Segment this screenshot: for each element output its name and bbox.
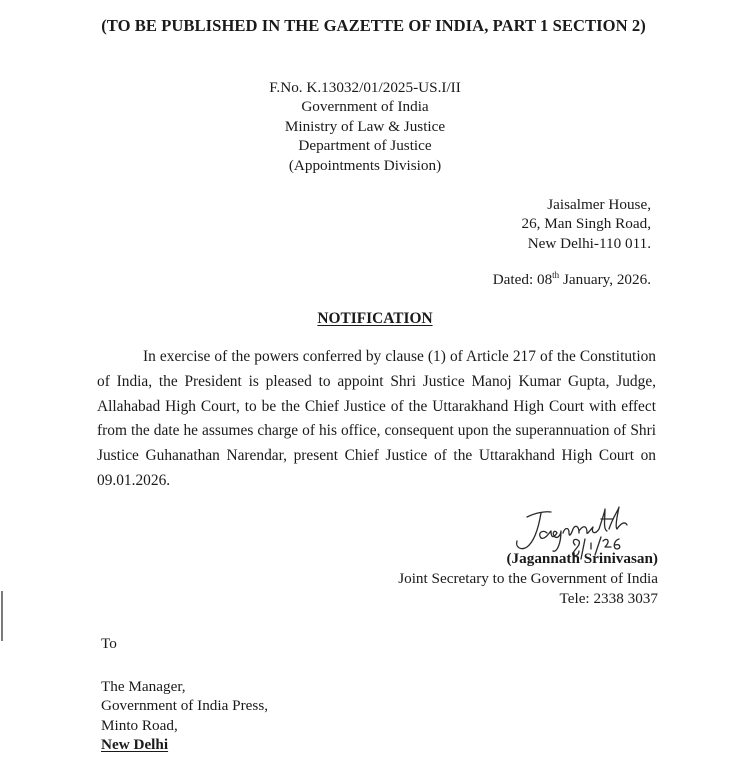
signatory-designation: Joint Secretary to the Government of India <box>398 570 658 587</box>
address-line: 26, Man Singh Road, <box>521 215 651 233</box>
notification-body: In exercise of the powers conferred by clause (1) of Article 217 of the Constitution of India, the President is pleased to appoint Shri Justice Manoj Kumar Gupta, Judge, Allahabad High Court, to be the Chief Justice of the Uttarakhand High Court with effect from the date he assumes charge of his office, consequent upon the superannuation of Shri Justice Guhanathan Narendar, present Chief Justice of the Uttarakhand High Court on 09.01.2026. <box>97 348 656 489</box>
division-name: (Appointments Division) <box>288 156 442 174</box>
office-address <box>521 195 651 253</box>
signatory-block <box>398 549 658 609</box>
scan-edge-line <box>1 591 3 641</box>
date-rest: January, 2026. <box>559 271 651 288</box>
reference-block <box>215 78 515 175</box>
date-prefix: Dated: 08 <box>492 271 553 288</box>
signatory-telephone: Tele: 2338 3037 <box>559 590 658 607</box>
address-line: Jaisalmer House, <box>547 196 651 213</box>
department-name: Department of Justice <box>298 137 432 155</box>
file-number: F.No. K.13032/01/2025-US.I/II <box>269 79 461 96</box>
recipient-address <box>101 677 268 755</box>
notification-title: NOTIFICATION <box>317 310 433 327</box>
address-line: New Delhi-110 011. <box>527 234 651 252</box>
recipient-line: The Manager, <box>101 678 186 695</box>
to-label: To <box>101 635 117 652</box>
gazette-header: (TO BE PUBLISHED IN THE GAZETTE OF INDIA, PART 1 SECTION 2) <box>101 16 646 35</box>
date-line <box>493 271 651 289</box>
recipient-line: Minto Road, <box>101 716 178 734</box>
ministry-name: Ministry of Law & Justice <box>284 117 446 135</box>
date-ordinal-suffix: th <box>552 270 560 280</box>
signatory-name: (Jagannath Srinivasan) <box>506 550 658 567</box>
recipient-city: New Delhi <box>101 736 169 754</box>
government-name: Government of India <box>301 98 429 116</box>
signature-stroke <box>517 512 551 549</box>
recipient-line: Government of India Press, <box>101 697 269 715</box>
